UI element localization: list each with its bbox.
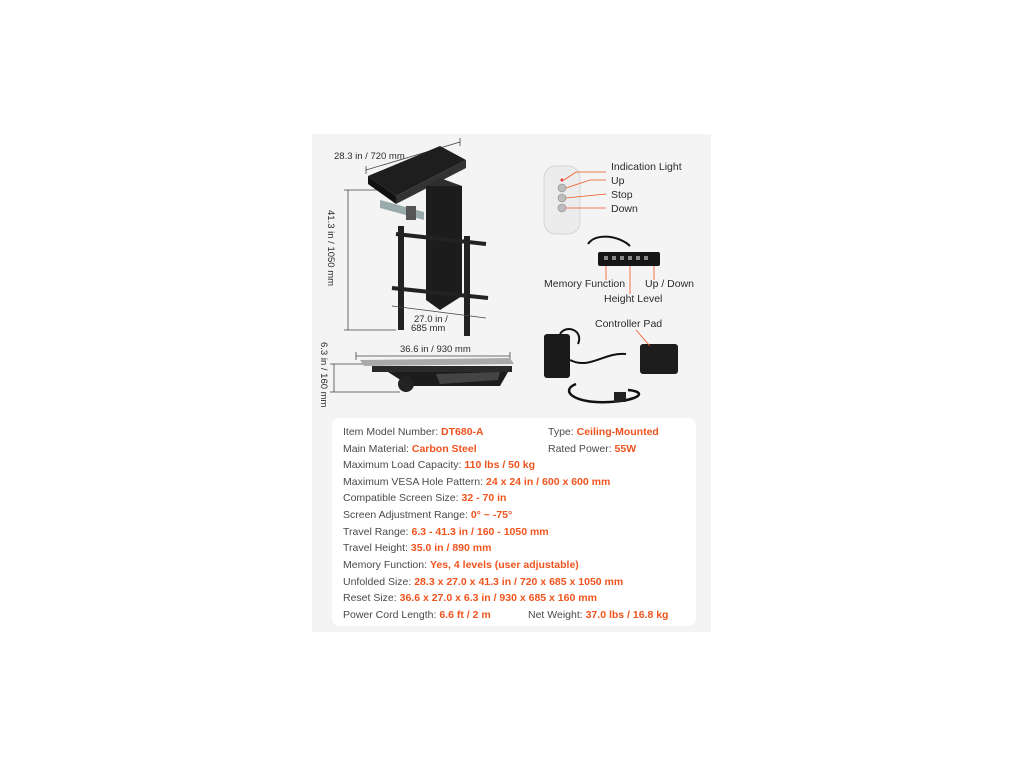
top-width-label: 28.3 in / 720 mm xyxy=(334,151,405,162)
spec-screen: Compatible Screen Size: 32 - 70 in xyxy=(343,492,507,504)
spec-vesa: Maximum VESA Hole Pattern: 24 x 24 in / 600 x 600 mm xyxy=(343,476,611,488)
bracket-width-label: 27.0 in / xyxy=(414,314,448,325)
indication-light-label: Indication Light xyxy=(611,161,682,173)
ceiling-mount-drawing xyxy=(368,146,488,336)
spec-reset: Reset Size: 36.6 x 27.0 x 6.3 in / 930 x 685 x 160 mm xyxy=(343,592,597,604)
spec-travel-height: Travel Height: 35.0 in / 890 mm xyxy=(343,542,492,554)
spec-cord: Power Cord Length: 6.6 ft / 2 m xyxy=(343,609,491,621)
spec-load: Maximum Load Capacity: 110 lbs / 50 kg xyxy=(343,459,536,471)
memory-function-label: Memory Function xyxy=(544,278,626,290)
spec-model: Item Model Number: DT680-A xyxy=(343,426,484,438)
spec-memory: Memory Function: Yes, 4 levels (user adjustable) xyxy=(343,559,579,571)
up-down-label: Up / Down xyxy=(645,278,695,290)
bracket-width-mm-label: 685 mm xyxy=(411,323,446,334)
height-label: 41.3 in / 1050 mm xyxy=(325,210,336,287)
spec-weight: Net Weight: 37.0 lbs / 16.8 kg xyxy=(528,609,669,621)
spec-material: Main Material: Carbon Steel xyxy=(343,443,477,455)
spec-type: Type: Ceiling-Mounted xyxy=(548,426,659,438)
spec-power: Rated Power: 55W xyxy=(548,443,637,455)
power-supply-drawing xyxy=(544,329,678,402)
folded-mount-drawing xyxy=(360,358,514,392)
spec-travel-range: Travel Range: 6.3 - 41.3 in / 160 - 1050 mm xyxy=(343,526,549,538)
spec-adjust: Screen Adjustment Range: 0° ~ -75° xyxy=(343,509,513,521)
controller-pad-label: Controller Pad xyxy=(595,318,663,330)
spec-unfolded: Unfolded Size: 28.3 x 27.0 x 41.3 in / 720 x 685 x 1050 mm xyxy=(343,576,624,588)
height-level-label: Height Level xyxy=(604,293,663,305)
down-label: Down xyxy=(611,203,638,215)
stop-label: Stop xyxy=(611,189,633,201)
folded-width-label: 36.6 in / 930 mm xyxy=(400,344,471,355)
remote-control-drawing xyxy=(544,166,606,234)
folded-height-label: 6.3 in / 160 mm xyxy=(318,342,329,408)
up-label: Up xyxy=(611,175,625,187)
